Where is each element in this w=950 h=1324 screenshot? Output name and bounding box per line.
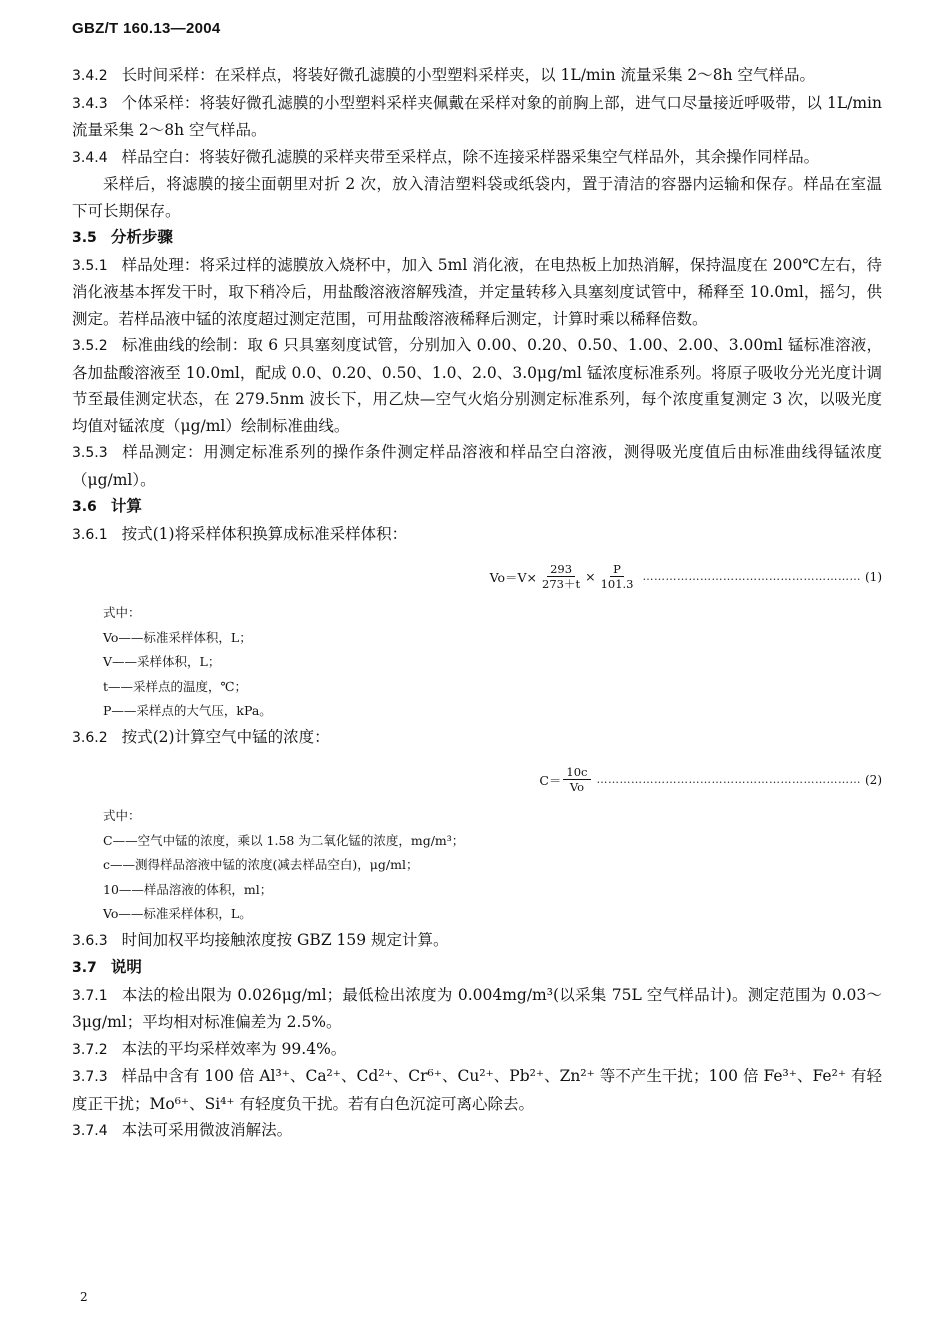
clause-3-4-2 bbox=[72, 62, 882, 90]
formula-number: (1) bbox=[865, 569, 882, 584]
clause-number: 3.7.4 bbox=[72, 1123, 108, 1139]
formula-2-fraction bbox=[563, 765, 590, 794]
fraction-numerator: 10c bbox=[563, 765, 590, 780]
fraction-denominator: 273＋t bbox=[542, 577, 581, 591]
clause-text: 标准曲线的绘制：取 6 只具塞刻度试管，分别加入 0.00、0.20、0.50、1.00、2.00、3.00ml 锰标准溶液，各加盐酸溶液至 10.0ml，配成 0.0、0.20、0.50、1.0、2.0、3.0μg/ml 锰浓度标准系列。将原子吸收分光光度计调节至最佳测定状态，在 279.5nm 波长下，用乙炔—空气火焰分别测定标准系列，每个浓度重复测定 3 次，以吸光度均值对锰浓度（μg/ml）绘制标准曲线。 bbox=[72, 336, 882, 435]
clause-3-5-2 bbox=[72, 332, 882, 439]
clause-3-6-1 bbox=[72, 521, 882, 549]
clause-text: 本法的平均采样效率为 99.4%。 bbox=[121, 1039, 347, 1058]
clause-3-7-3 bbox=[72, 1063, 882, 1117]
clause-text: 样品测定：用测定标准系列的操作条件测定样品溶液和样品空白溶液，测得吸光度值后由标准曲线得锰浓度（μg/ml）。 bbox=[72, 443, 882, 489]
clause-text: 时间加权平均接触浓度按 GBZ 159 规定计算。 bbox=[121, 930, 449, 949]
formula-2 bbox=[72, 765, 882, 794]
variable-definition: c——测得样品溶液中锰的浓度(减去样品空白)，μg/ml； bbox=[103, 857, 419, 872]
clause-text: 本法可采用微波消解法。 bbox=[121, 1121, 293, 1139]
clause-number: 3.4.3 bbox=[72, 95, 108, 112]
leader-dots: …………………………………………………………… bbox=[596, 773, 861, 786]
clause-number: 3.6.3 bbox=[72, 932, 108, 949]
formula-2-lhs: C＝ bbox=[539, 772, 562, 788]
clause-text: 样品空白：将装好微孔滤膜的采样夹带至采样点，除不连接采样器采集空气样品外，其余操作同样品。 bbox=[121, 147, 820, 166]
clause-text: 个体采样：将装好微孔滤膜的小型塑料采样夹佩戴在采样对象的前胸上部，进气口尽量接近呼吸带，以 1L/min 流量采集 2～8h 空气样品。 bbox=[72, 93, 882, 139]
where-label: 式中： bbox=[103, 605, 141, 620]
section-title: 计算 bbox=[110, 496, 142, 515]
clause-number: 3.7.1 bbox=[72, 987, 108, 1004]
after-sampling-paragraph: 采样后，将滤膜的接尘面朝里对折 2 次，放入清洁塑料袋或纸袋内，置于清洁的容器内运输和保存。样品在室温下可长期保存。 bbox=[72, 175, 882, 220]
clause-number: 3.7.2 bbox=[72, 1041, 108, 1058]
formula-2-expression bbox=[539, 765, 882, 794]
variable-definition: V——采样体积，L； bbox=[103, 654, 221, 669]
clause-text: 本法的检出限为 0.026μg/ml；最低检出浓度为 0.004mg/m³(以采集 75L 空气样品计)。测定范围为 0.03～3μg/ml；平均相对标准偏差为 2.5%。 bbox=[72, 985, 882, 1031]
page-content bbox=[72, 62, 882, 1145]
clause-3-6-2 bbox=[72, 724, 882, 752]
section-3-5-heading bbox=[72, 224, 882, 252]
section-title: 分析步骤 bbox=[110, 227, 173, 246]
fraction-numerator: 293 bbox=[547, 562, 575, 577]
clause-3-4-4 bbox=[72, 144, 882, 172]
formula-1 bbox=[72, 562, 882, 591]
fraction-numerator: P bbox=[610, 562, 624, 577]
variable-definition: t——采样点的温度，℃； bbox=[103, 678, 248, 694]
clause-3-5-1 bbox=[72, 252, 882, 333]
clause-number: 3.4.2 bbox=[72, 68, 108, 84]
clause-3-4-3 bbox=[72, 90, 882, 144]
formula-number: (2) bbox=[865, 772, 882, 787]
formula-1-fraction-temperature bbox=[539, 562, 583, 591]
section-number: 3.5 bbox=[72, 230, 97, 246]
clause-3-7-2 bbox=[72, 1036, 882, 1064]
formula-1-lhs: Vo＝V× bbox=[489, 569, 537, 585]
clause-number: 3.7.3 bbox=[72, 1069, 108, 1085]
section-title: 说明 bbox=[110, 957, 142, 976]
formula-1-fraction-pressure bbox=[598, 562, 637, 591]
leader-dots: ………………………………………………… bbox=[642, 570, 861, 583]
times-sign: × bbox=[585, 569, 596, 584]
clause-number: 3.4.4 bbox=[72, 149, 108, 166]
variable-definition: Vo——标准采样体积，L。 bbox=[103, 906, 252, 921]
variable-definition: C——空气中锰的浓度，乘以 1.58 为二氧化锰的浓度，mg/m³； bbox=[103, 832, 465, 848]
clause-number: 3.6.1 bbox=[72, 526, 108, 543]
variable-definition: P——采样点的大气压，kPa。 bbox=[103, 703, 272, 718]
where-label: 式中： bbox=[103, 808, 141, 823]
clause-text: 长时间采样：在采样点，将装好微孔滤膜的小型塑料采样夹，以 1L/min 流量采集 2～8h 空气样品。 bbox=[121, 66, 816, 84]
section-3-6-heading bbox=[72, 493, 882, 521]
variable-definition: Vo——标准采样体积，L； bbox=[103, 629, 252, 645]
clause-text: 样品处理：将采过样的滤膜放入烧杯中，加入 5ml 消化液，在电热板上加热消解，保持温度在 200℃左右，待消化液基本挥发干时，取下稍冷后，用盐酸溶液溶解残渣，并定量转移入具塞刻度试管中，稀释至 10.0ml，摇匀，供测定。若样品液中锰的浓度超过测定范围，可用盐酸溶液稀释后测定，计算时乘以稀释倍数。 bbox=[72, 255, 882, 328]
clause-3-5-3 bbox=[72, 439, 882, 493]
section-number: 3.7 bbox=[72, 960, 97, 976]
page-number: 2 bbox=[80, 1290, 88, 1304]
clause-number: 3.5.2 bbox=[72, 338, 108, 354]
section-3-7-heading bbox=[72, 954, 882, 982]
document-code-header: GBZ/T 160.13—2004 bbox=[72, 20, 221, 37]
clause-text: 按式(1)将采样体积换算成标准采样体积： bbox=[121, 524, 408, 543]
clause-3-7-1 bbox=[72, 982, 882, 1036]
clause-text: 样品中含有 100 倍 Al³⁺、Ca²⁺、Cd²⁺、Cr⁶⁺、Cu²⁺、Pb²⁺、Zn²⁺ 等不产生干扰；100 倍 Fe³⁺、Fe²⁺ 有轻度正干扰；Mo⁶⁺、Si⁴⁺ 有轻度负干扰。若有白色沉淀可离心除去。 bbox=[72, 1067, 882, 1113]
clause-3-6-3 bbox=[72, 927, 882, 955]
clause-number: 3.6.2 bbox=[72, 729, 108, 746]
clause-number: 3.5.1 bbox=[72, 257, 108, 274]
clause-3-7-4 bbox=[72, 1117, 882, 1145]
clause-number: 3.5.3 bbox=[72, 445, 108, 461]
fraction-denominator: 101.3 bbox=[600, 577, 634, 591]
clause-text: 按式(2)计算空气中锰的浓度： bbox=[121, 727, 330, 746]
variable-definition: 10——样品溶液的体积，ml； bbox=[103, 881, 273, 897]
formula-1-expression bbox=[490, 562, 882, 591]
fraction-denominator: Vo bbox=[569, 780, 585, 794]
section-number: 3.6 bbox=[72, 499, 97, 515]
